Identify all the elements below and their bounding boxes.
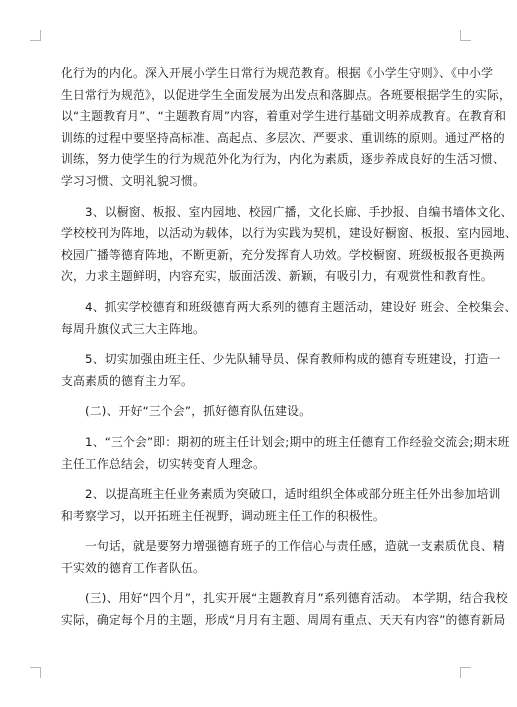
- text-line: 学校校刊为阵地，以活动为载体，以行为实践为契机，建设好橱窗、板报、室内园地、: [61, 226, 517, 241]
- text-line: 实际，确定每个月的主题，形成“月月有主题、周周有重点、天天有内容”的德育新局: [61, 613, 506, 628]
- paragraph: [61, 297, 517, 340]
- paragraph-gap: [61, 340, 446, 349]
- crop-mark-bottom-right: [460, 667, 471, 678]
- text-line: 次，力求主题鲜明，内容充实，版面活泼、新颖，有吸引力，有观赏性和教育性。: [61, 269, 493, 284]
- paragraph-gap: [61, 475, 446, 484]
- text-line: (三)、用好“四个月”，扎实开展“主题教育月”系列德育活动。 本学期，结合我校: [61, 591, 508, 606]
- text-line: 每周升旗仪式三大主阵地。: [61, 321, 205, 336]
- paragraph-gap: [61, 193, 446, 202]
- text-line: 和考察学习，以开拓班主任视野，调动班主任工作的积极性。: [61, 508, 385, 523]
- crop-mark-top-right: [460, 30, 471, 41]
- text-line: 生日常行为规范》，以促进学生全面发展为出发点和落脚点。各班要根据学生的实际，: [61, 87, 511, 102]
- text-line: 主任工作总结会，切实转变育人理念。: [61, 456, 265, 471]
- paragraph: [61, 349, 501, 392]
- paragraph: [61, 484, 501, 527]
- crop-mark-bottom-left: [30, 667, 41, 678]
- text-line: 校园广播等德育阵地，不断更新，充分发挥育人功效。学校橱窗、班级板报各更换两: [61, 247, 505, 262]
- section-heading: [61, 401, 446, 423]
- text-line: 5、切实加强由班主任、少先队辅导员、保育教师构成的德育专班建设，打造一: [61, 352, 501, 367]
- document-body: [61, 63, 517, 632]
- text-line: 4、抓实学校德育和班级德育两大系列的德育主题活动，建设好 班会、全校集会、: [61, 299, 517, 314]
- text-line: 干实效的德育工作者队伍。: [61, 560, 205, 575]
- paragraph: [61, 536, 505, 579]
- paragraph-gap: [61, 527, 446, 536]
- paragraph-gap: [61, 423, 446, 432]
- paragraph: [61, 63, 511, 193]
- text-line: 化行为的内化。深入开展小学生日常行为规范教育。根据《小学生守则》、《中小学: [61, 66, 494, 80]
- text-line: (二)、开好“三个会”，抓好德育队伍建设。: [61, 404, 312, 419]
- paragraph-gap: [61, 579, 446, 588]
- paragraph: [61, 202, 517, 288]
- text-line: 一句话，就是要努力增强德育班子的工作信心与责任感，造就一支素质优良、精: [61, 539, 505, 554]
- text-line: 2、以提高班主任业务素质为突破口，适时组织全体或部分班主任外出参加培训: [61, 487, 501, 502]
- text-line: 3、以橱窗、板报、室内园地、校园广播，文化长廊、手抄报、自编书墙体文化、: [61, 204, 513, 219]
- text-line: 学习习惯、文明礼貌习惯。: [61, 173, 205, 188]
- section-heading: [61, 588, 508, 631]
- paragraph-gap: [61, 392, 446, 401]
- paragraph: [61, 432, 510, 475]
- text-line: 支高素质的德育主力军。: [61, 373, 193, 388]
- crop-mark-top-left: [30, 30, 41, 41]
- text-line: 训练，努力使学生的行为规范外化为行为，内化为素质，逐步养成良好的生活习惯、: [61, 152, 505, 167]
- text-line: 训练的过程中要坚持高标准、高起点、多层次、严要求、重训练的原则。通过严格的: [61, 130, 505, 145]
- paragraph-gap: [61, 288, 446, 297]
- text-line: 1、“三个会”即：期初的班主任计划会;期中的班主任德育工作经验交流会;期末班: [61, 434, 510, 449]
- text-line: 以“主题教育月”、“主题教育周”内容，着重对学生进行基础文明养成教育。在教育和: [61, 109, 507, 124]
